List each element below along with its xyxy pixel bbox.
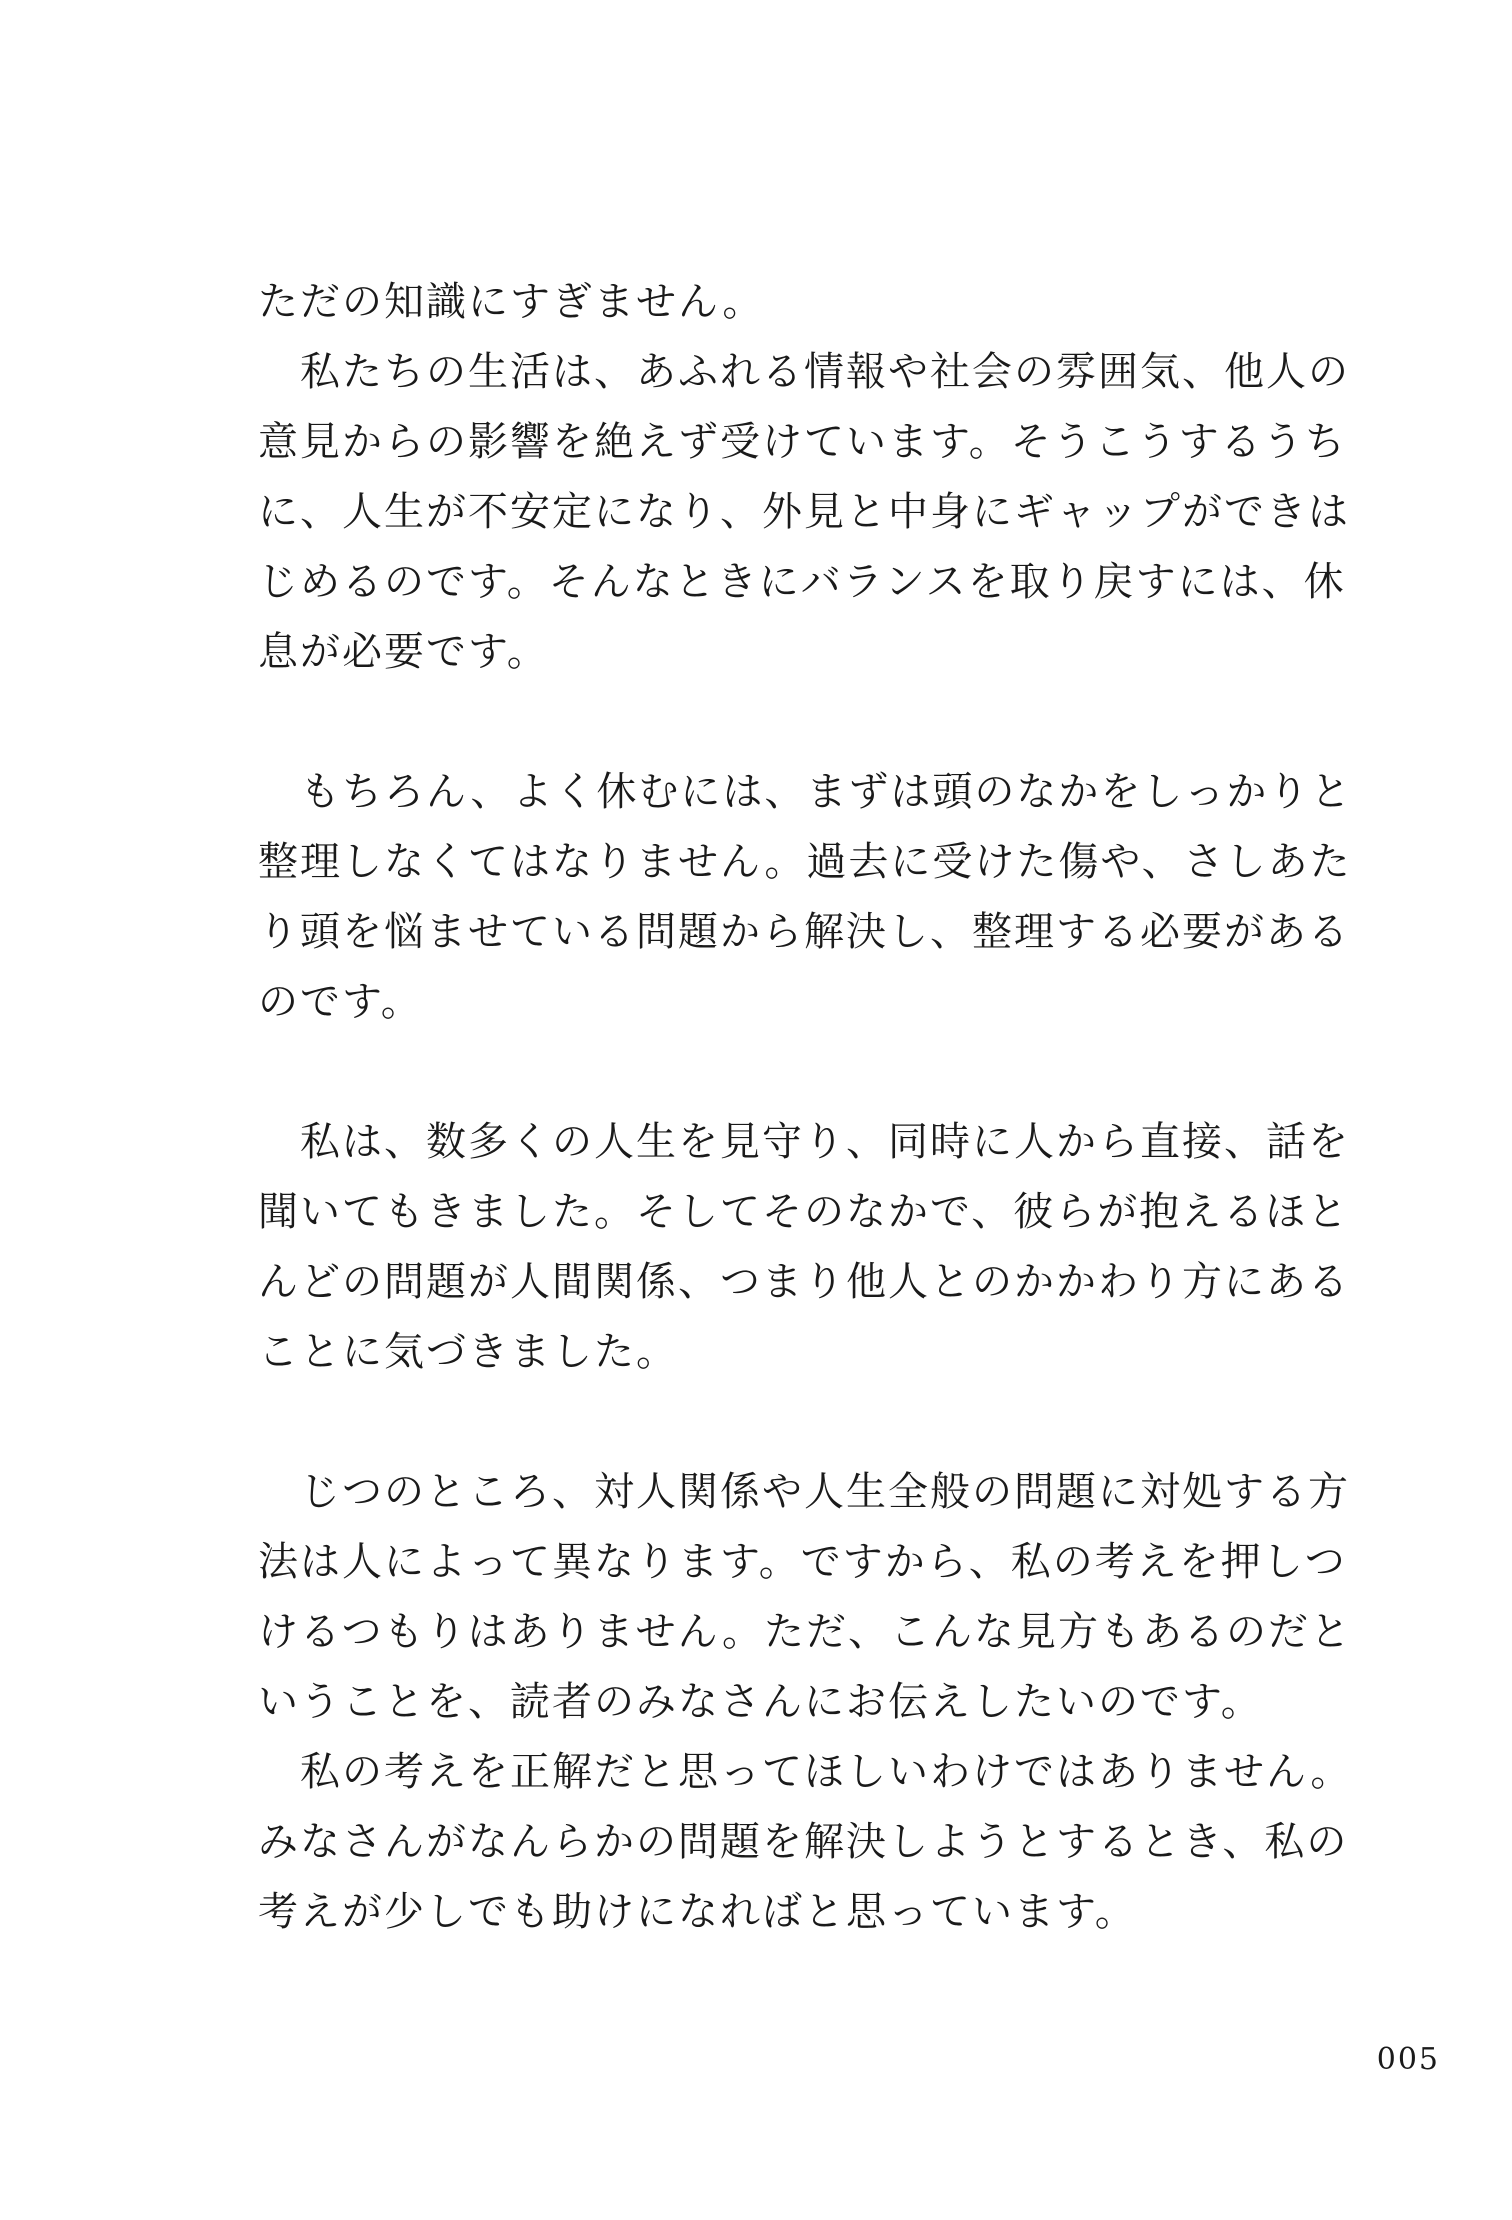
text-line: 私たちの生活は、あふれる情報や社会の雰囲気、他人の [258,349,1350,395]
text-line: 意見からの影響を絶えず受けています。そうこうするうち [258,419,1347,465]
text-line: 息が必要です。 [258,629,549,675]
text-line: けるつもりはありません。ただ、こんな見方もあるのだと [258,1609,1352,1655]
body-text [258,267,1353,1947]
text-line: ことに気づきました。 [258,1329,678,1375]
text-line: みなさんがなんらかの問題を解決しようとするとき、私の [258,1819,1349,1865]
text-line: 私は、数多くの人生を見守り、同時に人から直接、話を [258,1119,1350,1165]
text-line: 法は人によって異なります。ですから、私の考えを押しつ [258,1539,1347,1585]
text-line: じつのところ、対人関係や人生全般の問題に対処する方 [258,1469,1350,1515]
text-line: ただの知識にすぎません。 [258,279,765,325]
text-line: 聞いてもきました。そしてそのなかで、彼らが抱えるほと [258,1189,1350,1235]
text-line: いうことを、読者のみなさんにお伝えしたいのです。 [258,1679,1263,1725]
text-line: に、人生が不安定になり、外見と中身にギャップができは [258,489,1350,535]
paragraph-break [258,1387,1338,1457]
text-line: 私の考えを正解だと思ってほしいわけではありません。 [258,1749,1353,1795]
text-line: 整理しなくてはなりません。過去に受けた傷や、さしあた [258,839,1352,885]
text-line: り頭を悩ませている問題から解決し、整理する必要がある [258,909,1350,955]
paragraph-break [258,687,1338,757]
text-line: もちろん、よく休むには、まずは頭のなかをしっかりと [258,769,1353,815]
paragraph-break [258,1037,1338,1107]
text-line: のです。 [258,979,423,1025]
text-line: んどの問題が人間関係、つまり他人とのかかわり方にある [258,1259,1350,1305]
text-line: 考えが少しでも助けになればと思っています。 [258,1889,1137,1935]
page-number: 005 [1376,2042,1440,2077]
text-line: じめるのです。そんなときにバランスを取り戻すには、休 [258,559,1346,605]
